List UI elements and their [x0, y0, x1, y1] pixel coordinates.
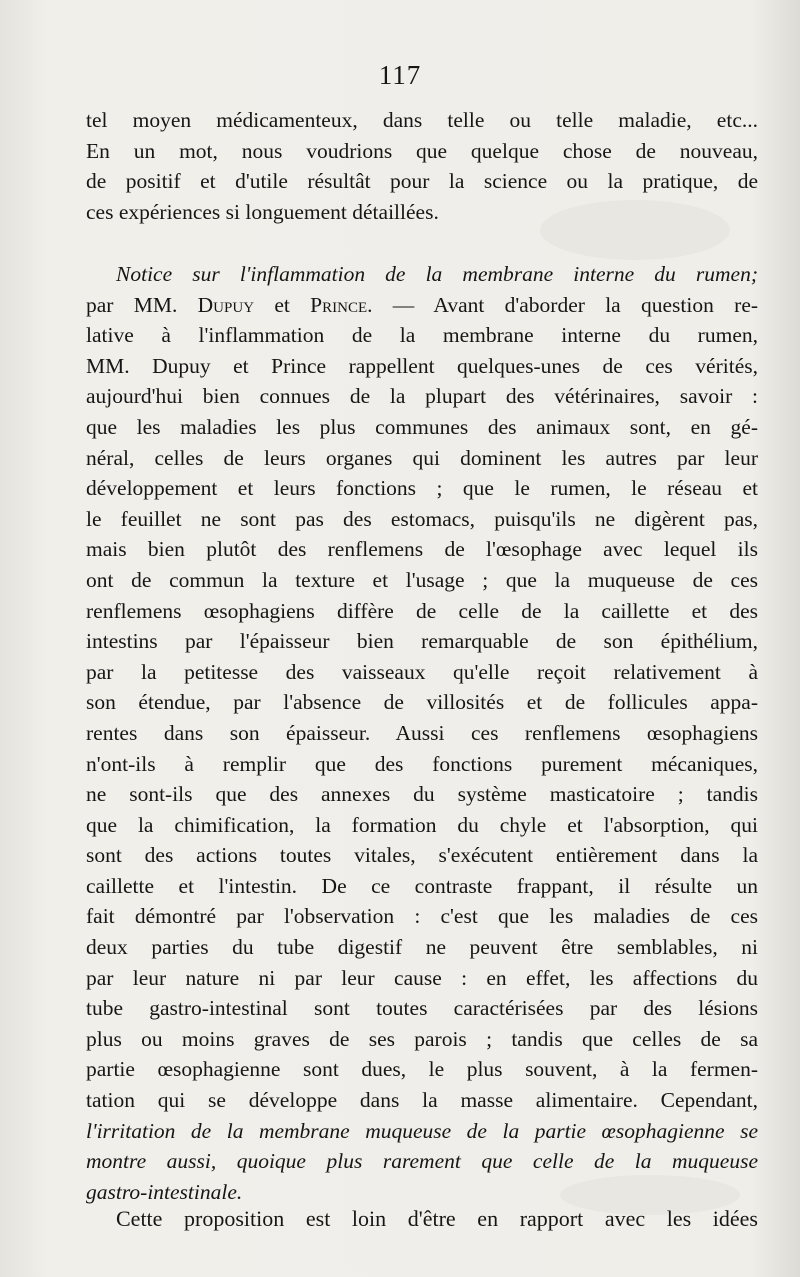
text-line: tation qui se développe dans la masse alimentaire. Cependant,	[86, 1088, 758, 1113]
text-line: mais bien plutôt des renflemens de l'œsophage avec lequel ils	[86, 537, 758, 562]
text-line: développement et leurs fonctions ; que le rumen, le réseau et	[86, 476, 758, 501]
text-line: intestins par l'épaisseur bien remarquable de son épithélium,	[86, 629, 758, 654]
text-fragment: . — Avant d'aborder la question re-	[367, 292, 758, 317]
text-line: par la petitesse des vaisseaux qu'elle reçoit relativement à	[86, 659, 758, 684]
author-name: Prince	[310, 292, 368, 317]
text-line: MM. Dupuy et Prince rappellent quelques-unes de ces vérités,	[86, 353, 758, 378]
text-line: que les maladies les plus communes des animaux sont, en gé-	[86, 414, 758, 439]
authors-line	[86, 290, 758, 321]
text-line: rentes dans son épaisseur. Aussi ces renflemens œsophagiens	[86, 720, 758, 745]
notice-paragraph	[86, 259, 758, 1207]
text-line: lative à l'inflammation de la membrane interne du rumen,	[86, 323, 758, 348]
text-line: de positif et d'utile résultât pour la science ou la pratique, de	[86, 169, 758, 194]
author-name: Dupuy	[197, 292, 255, 317]
authors-conjunction: et	[274, 292, 290, 317]
paragraph-continuation	[86, 105, 758, 227]
next-paragraph	[86, 1204, 758, 1235]
italic-text-line: gastro-intestinale.	[86, 1179, 243, 1204]
text-line: fait démontré par l'observation : c'est que les maladies de ces	[86, 904, 758, 929]
italic-text-line: l'irritation de la membrane muqueuse de la partie œsophagienne se	[86, 1118, 758, 1143]
text-line: néral, celles de leurs organes qui dominent les autres par leur	[86, 445, 758, 470]
text-line: deux parties du tube digestif ne peuvent être semblables, ni	[86, 935, 758, 960]
text-line: tube gastro-intestinal sont toutes caractérisées par des lésions	[86, 996, 758, 1021]
text-line: En un mot, nous voudrions que quelque chose de nouveau,	[86, 138, 758, 163]
text-line: partie œsophagienne sont dues, le plus souvent, à la fermen-	[86, 1057, 758, 1082]
text-line: Cette proposition est loin d'être en rapport avec les idées	[116, 1206, 758, 1231]
text-line: plus ou moins graves de ses parois ; tandis que celles de sa	[86, 1026, 758, 1051]
text-line: renflemens œsophagiens diffère de celle de la caillette et des	[86, 598, 758, 623]
authors-prefix: par MM.	[86, 292, 178, 317]
text-line: ne sont-ils que des annexes du système masticatoire ; tandis	[86, 782, 758, 807]
italic-text-line: montre aussi, quoique plus rarement que celle de la muqueuse	[86, 1149, 758, 1174]
text-line: caillette et l'intestin. De ce contraste frappant, il résulte un	[86, 873, 758, 898]
text-line: n'ont-ils à remplir que des fonctions purement mécaniques,	[86, 751, 758, 776]
text-line: le feuillet ne sont pas des estomacs, puisqu'ils ne digèrent pas,	[86, 506, 758, 531]
text-line: ces expériences si longuement détaillées.	[86, 199, 439, 224]
text-line: tel moyen médicamenteux, dans telle ou telle maladie, etc...	[86, 108, 758, 132]
text-line: aujourd'hui bien connues de la plupart des vétérinaires, savoir :	[86, 384, 758, 409]
text-line: que la chimification, la formation du chyle et l'absorption, qui	[86, 812, 758, 837]
page-number: 117	[378, 60, 422, 90]
text-line: son étendue, par l'absence de villosités et de follicules appa-	[86, 690, 758, 715]
notice-title: Notice sur l'inflammation de la membrane interne du rumen;	[116, 262, 758, 286]
text-line: par leur nature ni par leur cause : en effet, les affections du	[86, 965, 758, 990]
text-line: sont des actions toutes vitales, s'exécutent entièrement dans la	[86, 843, 758, 868]
text-line: ont de commun la texture et l'usage ; que la muqueuse de ces	[86, 567, 758, 592]
